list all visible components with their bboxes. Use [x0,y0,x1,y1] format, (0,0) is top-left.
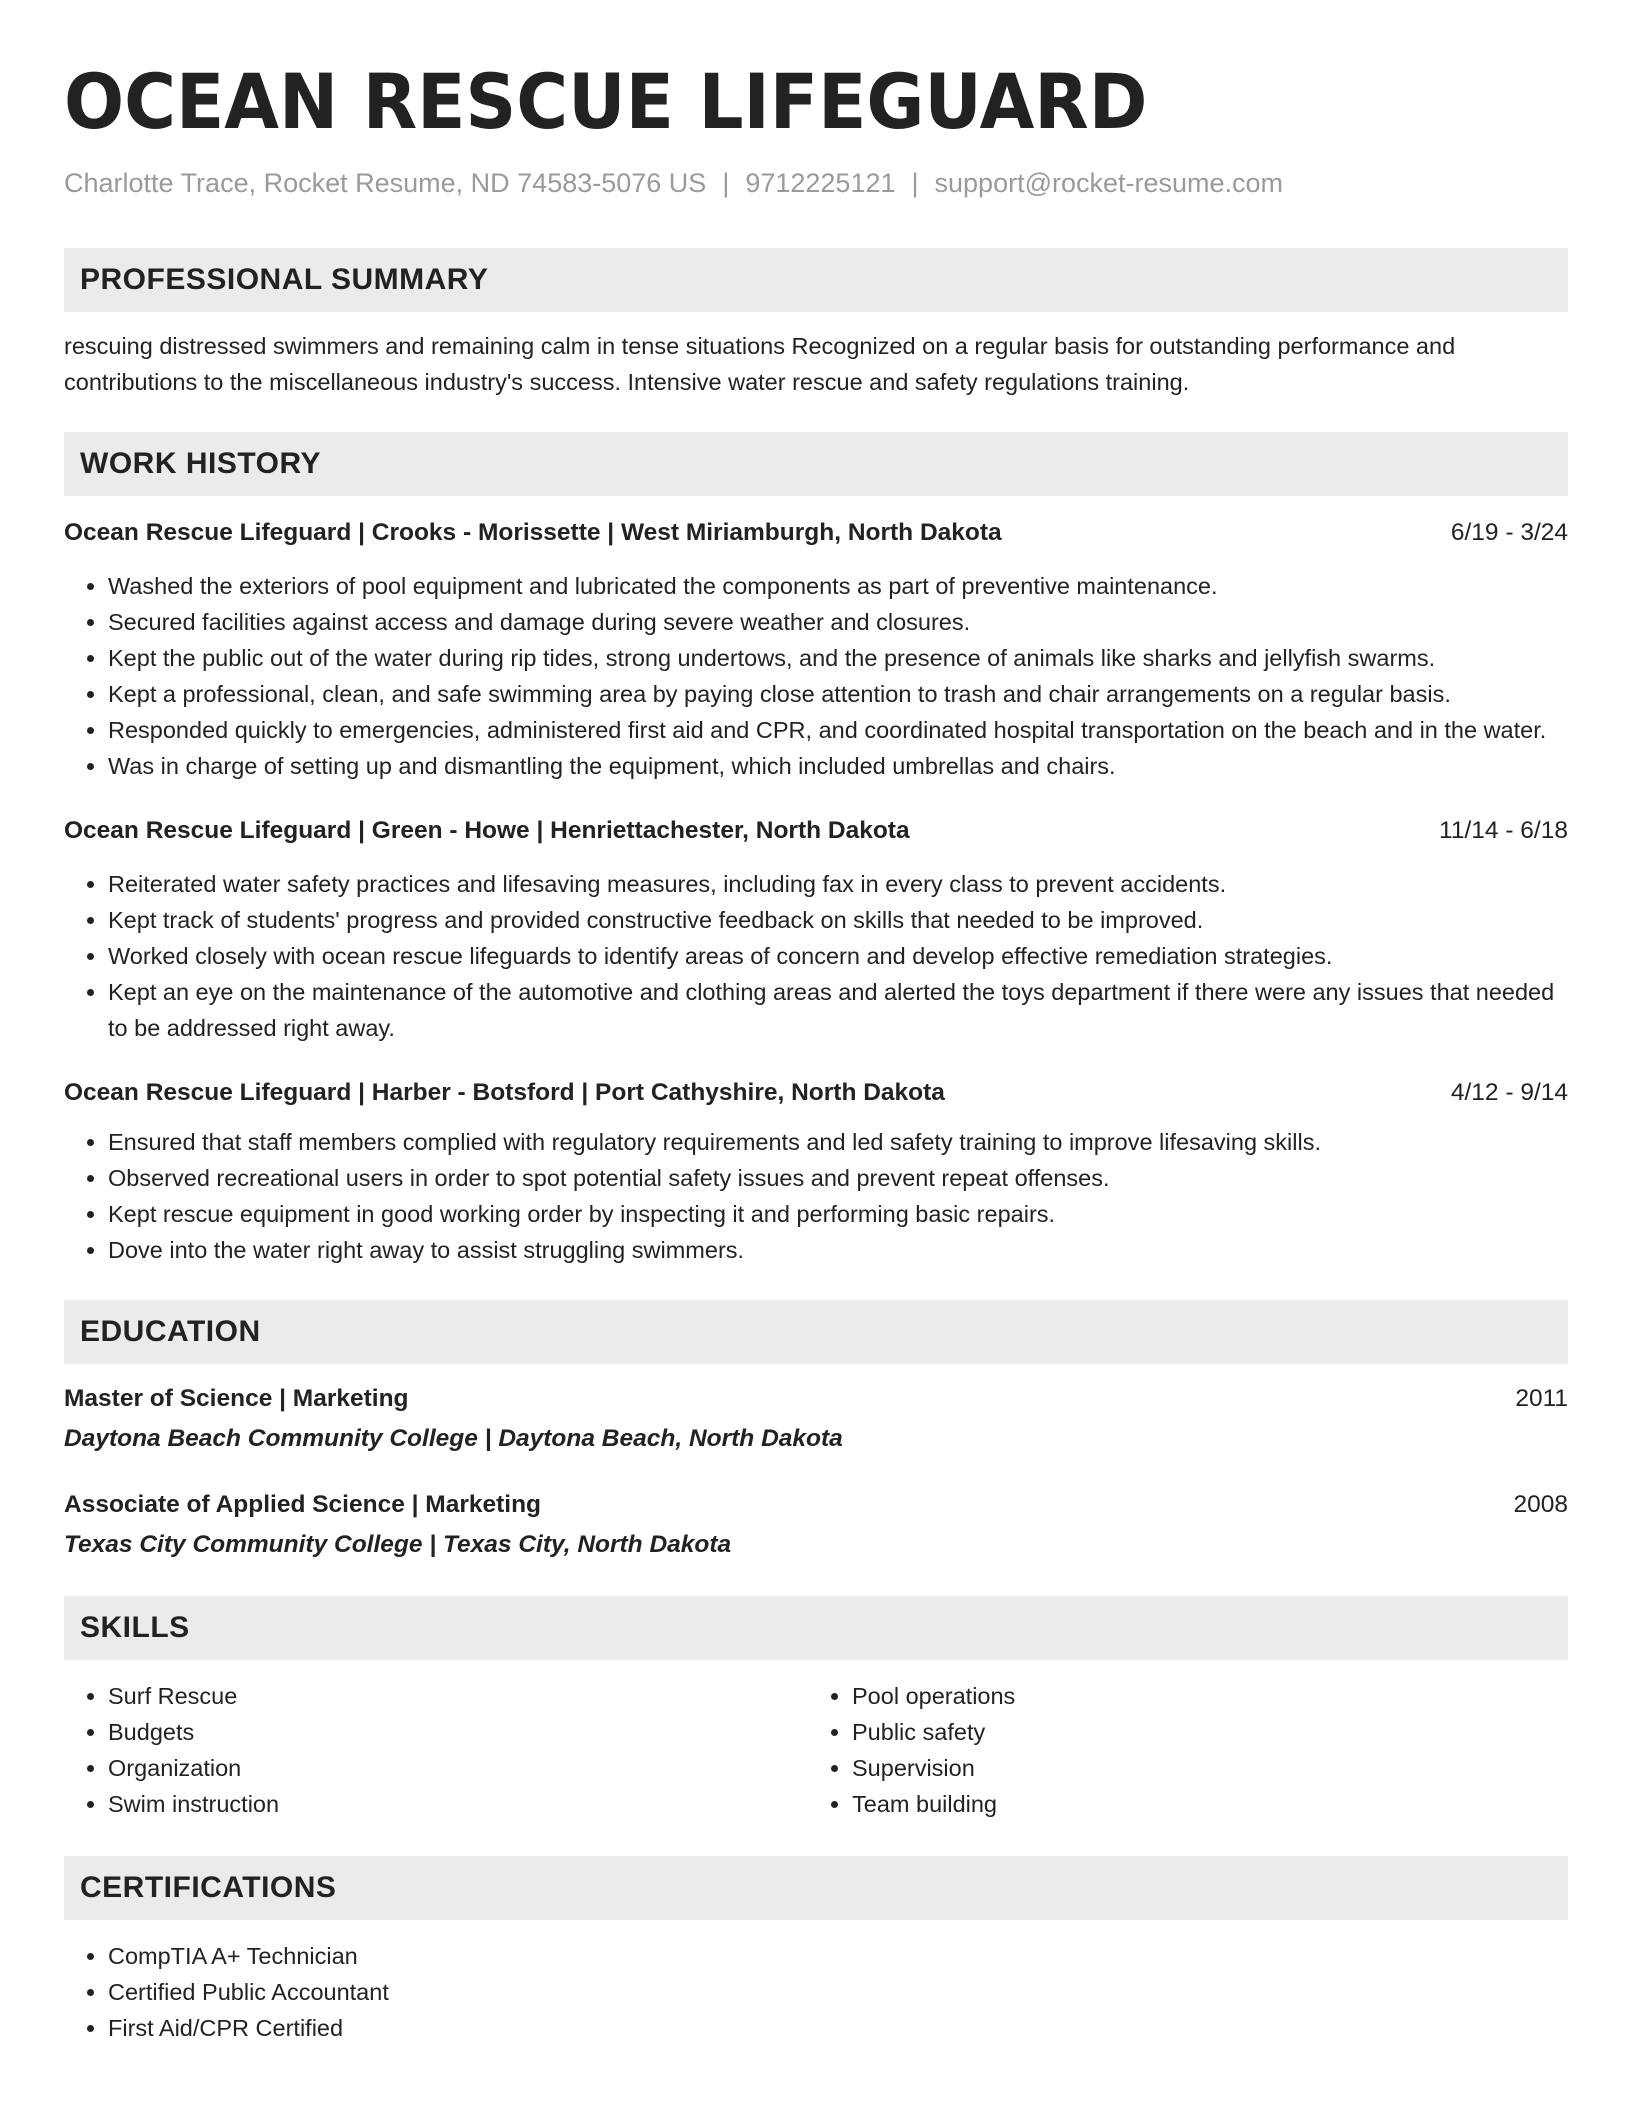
work-history-heading: WORK HISTORY [64,432,1568,496]
job-header [64,516,1568,550]
skills-list [64,1678,1568,1822]
contact-separator: | [911,168,919,198]
certification-item: • CompTIA A+ Technician [108,1938,1568,1974]
job-bullet: • Reiterated water safety practices and lifesaving measures, including fax in every class to prevent accidents. [108,866,1568,902]
job-bullets [64,866,1568,1046]
job-dates: 6/19 - 3/24 [1450,519,1568,546]
contact-line [64,166,1568,200]
job-title: Ocean Rescue Lifeguard | Green - Howe | Henriettachester, North Dakota [64,817,910,844]
contact-separator: | [722,168,730,198]
job-bullet: • Was in charge of setting up and dismantling the equipment, which included umbrellas and chairs. [108,748,1568,784]
certification-item: • First Aid/CPR Certified [108,2010,1568,2046]
job-dates: 11/14 - 6/18 [1439,817,1568,844]
education-school: Daytona Beach Community College | Daytona Beach, North Dakota [64,1425,843,1452]
summary-heading: PROFESSIONAL SUMMARY [64,248,1568,312]
education-degree: Associate of Applied Science | Marketing [64,1491,542,1518]
education-header [64,1488,1568,1522]
job-entry [64,814,1568,1046]
education-entry [64,1382,1568,1456]
job-entry [64,1076,1568,1268]
education-year: 2011 [1515,1385,1568,1412]
job-dates: 4/12 - 9/14 [1450,1079,1568,1106]
job-bullet: • Dove into the water right away to assist struggling swimmers. [108,1232,1568,1268]
job-bullet: • Responded quickly to emergencies, administered first aid and CPR, and coordinated hospital transportation on the beach and in the water. [108,712,1568,748]
education-degree: Master of Science | Marketing [64,1385,409,1412]
skills-column [808,1678,1552,1822]
skills-column [64,1678,808,1822]
contact-address: Charlotte Trace, Rocket Resume, ND 74583-5076 US [64,168,707,198]
job-bullet: • Observed recreational users in order to spot potential safety issues and prevent repeat offenses. [108,1160,1568,1196]
job-bullets [64,568,1568,784]
certifications-list [64,1938,1568,2046]
job-bullet: • Kept an eye on the maintenance of the automotive and clothing areas and alerted the toys department if there were any issues that needed to be addressed right away. [108,974,1568,1046]
job-header [64,1076,1568,1110]
skill-item: • Team building [852,1786,1552,1822]
education-heading: EDUCATION [64,1300,1568,1364]
education-year: 2008 [1513,1491,1568,1518]
job-bullets [64,1124,1568,1268]
skill-item: • Supervision [852,1750,1552,1786]
skills-heading: SKILLS [64,1596,1568,1660]
skill-item: • Swim instruction [108,1786,808,1822]
skill-item: • Surf Rescue [108,1678,808,1714]
education-school: Texas City Community College | Texas City, North Dakota [64,1531,732,1558]
skill-item: • Budgets [108,1714,808,1750]
job-bullet: • Washed the exteriors of pool equipment and lubricated the components as part of preventive maintenance. [108,568,1568,604]
job-bullet: • Kept track of students' progress and provided constructive feedback on skills that needed to be improved. [108,902,1568,938]
job-bullet: • Kept the public out of the water during rip tides, strong undertows, and the presence of animals like sharks and jellyfish swarms. [108,640,1568,676]
job-bullet: • Ensured that staff members complied with regulatory requirements and led safety training to improve lifesaving skills. [108,1124,1568,1160]
job-title: Ocean Rescue Lifeguard | Crooks - Morissette | West Miriamburgh, North Dakota [64,519,1002,546]
job-header [64,814,1568,848]
job-title: Ocean Rescue Lifeguard | Harber - Botsford | Port Cathyshire, North Dakota [64,1079,945,1106]
skill-item: • Public safety [852,1714,1552,1750]
summary-text: rescuing distressed swimmers and remaining calm in tense situations Recognized on a regular basis for outstanding performance and contributions to the miscellaneous industry's success. Intensive water rescue and safety regulations training. [64,333,1456,395]
skill-item: • Organization [108,1750,808,1786]
education-header [64,1382,1568,1416]
job-bullet: • Secured facilities against access and damage during severe weather and closures. [108,604,1568,640]
job-bullet: • Kept rescue equipment in good working order by inspecting it and performing basic repairs. [108,1196,1568,1232]
job-bullet: • Worked closely with ocean rescue lifeguards to identify areas of concern and develop effective remediation strategies. [108,938,1568,974]
certification-item: • Certified Public Accountant [108,1974,1568,2010]
education-entry [64,1488,1568,1562]
job-bullet: • Kept a professional, clean, and safe swimming area by paying close attention to trash and chair arrangements on a regular basis. [108,676,1568,712]
contact-phone: 9712225121 [745,168,896,198]
job-entry [64,516,1568,784]
resume-name: OCEAN RESCUE LIFEGUARD [64,57,1148,146]
skill-item: • Pool operations [852,1678,1552,1714]
contact-email: support@rocket-resume.com [934,168,1284,198]
certifications-heading: CERTIFICATIONS [64,1856,1568,1920]
resume-page [64,58,1568,2046]
